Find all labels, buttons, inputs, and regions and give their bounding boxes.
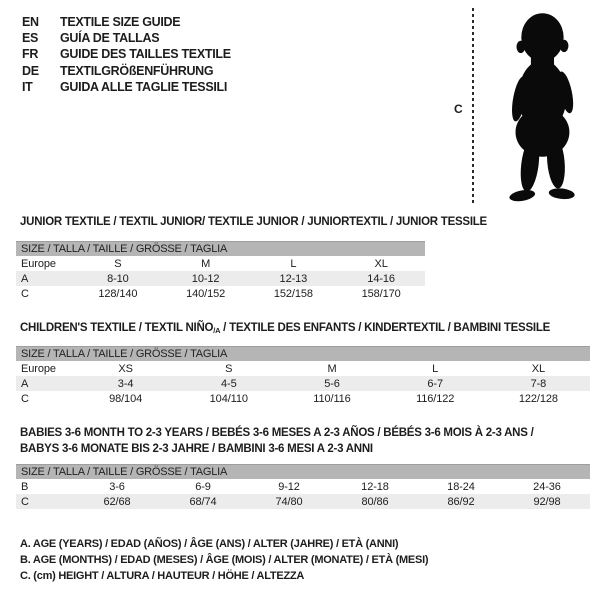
table-row	[16, 391, 590, 406]
table-cell: S	[114, 257, 122, 270]
baby-silhouette-icon	[503, 8, 580, 207]
table-cell: 9-12	[278, 480, 300, 493]
children-section-heading	[20, 321, 550, 339]
junior-section-heading: JUNIOR TEXTILE / TEXTIL JUNIOR/ TEXTILE JUNIOR / JUNIORTEXTIL / JUNIOR TESSILE	[20, 216, 487, 228]
lang-label: GUIDE DES TAILLES TEXTILE	[60, 47, 231, 62]
table-row	[16, 494, 590, 509]
table-cell: XL	[531, 362, 546, 375]
row-label: C	[21, 287, 29, 300]
children-heading-part1: CHILDREN'S TEXTILE / TEXTIL NIÑO	[20, 322, 214, 334]
table-cell: 110/116	[313, 392, 351, 405]
table-cell: 98/104	[109, 392, 143, 405]
table-cell: XS	[118, 362, 133, 375]
table-cell: 3-6	[109, 480, 125, 493]
table-cell: M	[327, 362, 337, 375]
table-cell: 4-5	[220, 377, 237, 390]
table-row	[16, 271, 425, 286]
table-cell: L	[432, 362, 439, 375]
row-label: A	[21, 272, 29, 285]
table-cell: 80/86	[361, 495, 389, 508]
lang-code: FR	[22, 47, 39, 62]
junior-size-table	[16, 241, 425, 301]
table-cell: 18-24	[447, 480, 475, 493]
table-cell: 152/158	[273, 287, 313, 300]
table-row	[16, 361, 590, 376]
table-header-size: SIZE / TALLA / TAILLE / GRÖSSE / TAGLIA	[16, 241, 425, 256]
table-cell: 122/128	[518, 392, 558, 405]
table-row	[16, 479, 590, 494]
table-cell: 74/80	[275, 495, 303, 508]
table-cell: 104/110	[209, 392, 248, 405]
table-cell: 62/68	[103, 495, 131, 508]
lang-label: GUIDA ALLE TAGLIE TESSILI	[60, 79, 228, 94]
lang-code: DE	[22, 63, 39, 78]
row-label: Europe	[21, 257, 56, 270]
table-cell: 12-18	[361, 480, 389, 493]
table-cell: 12-13	[279, 272, 308, 285]
table-cell: 92/98	[533, 495, 561, 508]
row-label: B	[21, 480, 29, 493]
table-header-size: SIZE / TALLA / TAILLE / GRÖSSE / TAGLIA	[16, 464, 590, 479]
table-row	[16, 256, 425, 271]
lang-row-en	[22, 14, 231, 30]
table-cell: 14-16	[367, 272, 395, 285]
children-heading-part2: / TEXTILE DES ENFANTS / KINDERTEXTIL / BAMBINI TESSILE	[220, 322, 551, 334]
table-cell: 3-4	[117, 377, 134, 390]
lang-label: GUÍA DE TALLAS	[60, 31, 160, 46]
lang-row-fr	[22, 46, 231, 62]
lang-code: IT	[22, 79, 33, 94]
children-size-table	[16, 346, 590, 406]
children-heading-subscript: /A	[213, 326, 221, 335]
row-label: Europe	[21, 362, 56, 375]
table-cell: XL	[374, 257, 388, 270]
table-cell: 8-10	[107, 272, 129, 285]
table-cell: S	[225, 362, 233, 375]
row-label: C	[21, 495, 29, 508]
table-cell: 86/92	[447, 495, 475, 508]
table-cell: 6-9	[195, 480, 211, 493]
row-label: C	[21, 392, 29, 405]
footnote-a: A. AGE (YEARS) / EDAD (AÑOS) / ÂGE (ANS) / ALTER (JAHRE) / ETÀ (ANNI)	[20, 538, 399, 550]
table-cell: 140/152	[186, 287, 226, 300]
lang-code: ES	[22, 31, 39, 46]
lang-row-es	[22, 30, 231, 46]
lang-code: EN	[22, 15, 39, 29]
babies-heading-line1: BABIES 3-6 MONTH TO 2-3 YEARS / BEBÉS 3-6 MESES A 2-3 AÑOS / BÉBÉS 3-6 MOIS À 2-3 ANS /	[20, 427, 534, 439]
height-measure-label: C	[454, 102, 463, 116]
table-cell: 5-6	[324, 377, 340, 390]
table-cell: 128/140	[98, 287, 138, 300]
table-row	[16, 286, 425, 301]
table-cell: 24-36	[533, 480, 561, 493]
height-measure-dashed-line	[472, 8, 474, 206]
language-guide	[22, 14, 231, 95]
footnote-c: C. (cm) HEIGHT / ALTURA / HAUTEUR / HÖHE / ALTEZZA	[20, 570, 305, 582]
lang-label: TEXTILGRÖßENFÜHRUNG	[60, 63, 214, 78]
table-cell: 6-7	[427, 377, 443, 390]
table-header-size: SIZE / TALLA / TAILLE / GRÖSSE / TAGLIA	[16, 346, 590, 361]
table-cell: M	[201, 257, 211, 270]
lang-row-it	[22, 79, 231, 95]
babies-size-table	[16, 464, 590, 509]
table-cell: 116/122	[416, 392, 455, 405]
lang-row-de	[22, 63, 231, 79]
babies-heading-line2: BABYS 3-6 MONATE BIS 2-3 JAHRE / BAMBINI 3-6 MESI A 2-3 ANNI	[20, 442, 373, 455]
lang-label: TEXTILE SIZE GUIDE	[60, 15, 181, 29]
table-row	[16, 376, 590, 391]
footnote-b: B. AGE (MONTHS) / EDAD (MESES) / ÂGE (MOIS) / ALTER (MONATE) / ETÀ (MESI)	[20, 554, 429, 566]
table-cell: 10-12	[191, 272, 220, 285]
table-cell: 7-8	[530, 377, 547, 390]
footnotes	[20, 536, 428, 584]
row-label: A	[21, 377, 29, 390]
table-cell: 68/74	[189, 495, 217, 508]
table-cell: 158/170	[361, 287, 401, 300]
babies-section-heading	[20, 426, 534, 457]
table-cell: L	[290, 257, 297, 270]
